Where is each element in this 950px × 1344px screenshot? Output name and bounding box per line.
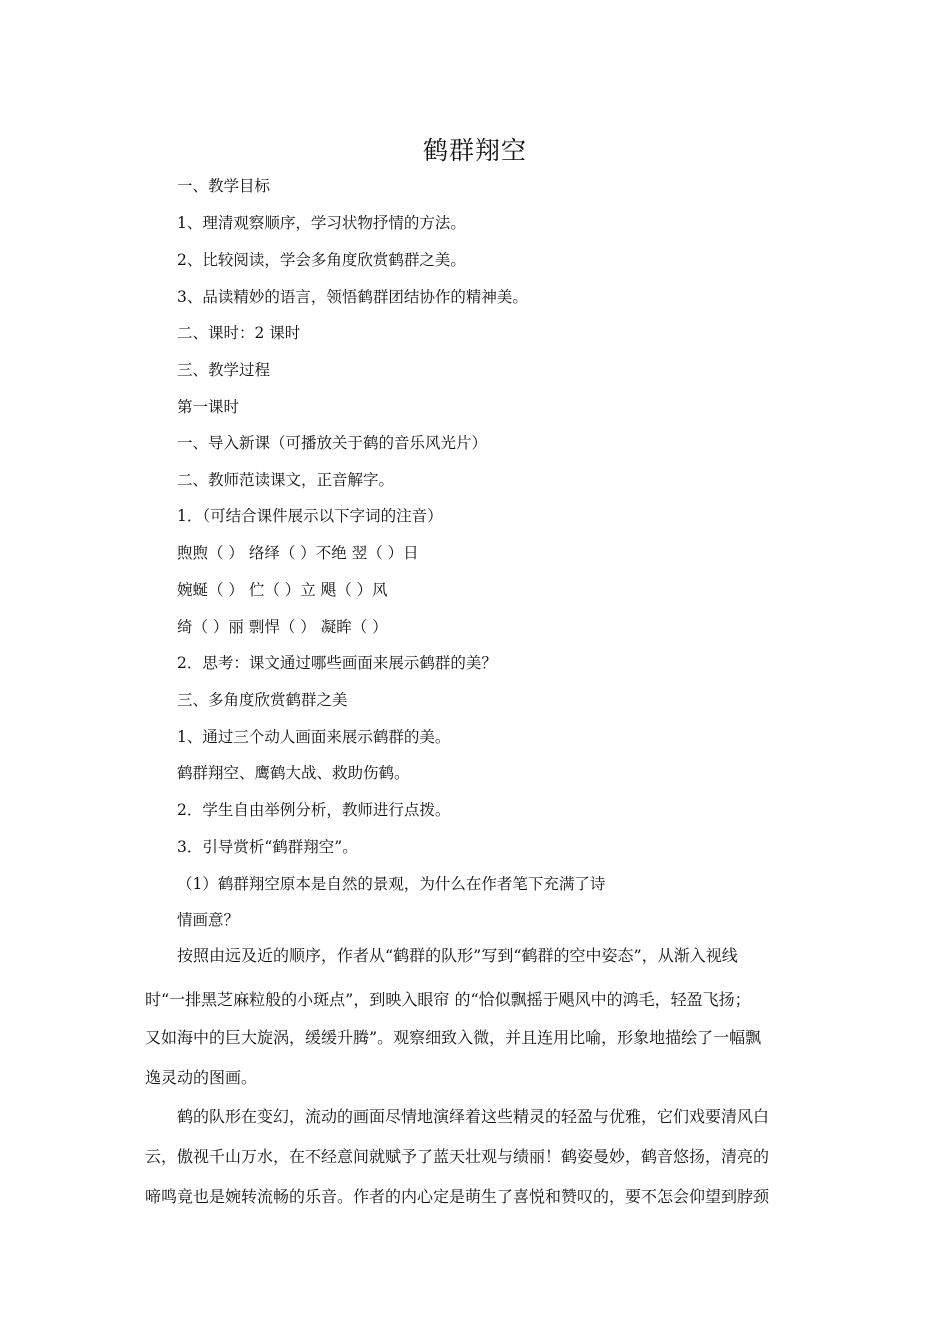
objective-item-1: 1、理清观察顺序，学习状物抒情的方法。	[177, 214, 466, 232]
vocab-line-1: 煦煦（ ） 络绎（ ）不绝 翌（ ）日	[177, 544, 419, 562]
paragraph-2-line-2: 云，傲视千山万水，在不经意间就赋予了蓝天壮观与绩丽！鹤姿曼妙，鹤音悠扬，清亮的	[145, 1147, 770, 1166]
question-line: （1）鹤群翔空原本是自然的景观，为什么在作者笔下充满了诗	[177, 875, 606, 893]
vocab-line-2: 婉蜒（ ） 伫（ ）立 飓（ ）风	[177, 581, 388, 599]
objective-item-3: 3、品读精妙的语言，领悟鹤群团结协作的精神美。	[177, 288, 528, 306]
objective-item-2: 2、比较阅读，学会多角度欣赏鹤群之美。	[177, 251, 466, 269]
paragraph-2-line-3: 啼鸣竟也是婉转流畅的乐音。作者的内心定是萌生了喜悦和赞叹的，要不怎会仰望到脖颈	[145, 1187, 770, 1206]
section-heading-process: 三、教学过程	[177, 361, 271, 379]
paragraph-1-line-2: 时“一排黑芝麻粒般的小斑点”，到映入眼帘 的“恰似飘摇于飓风中的鸿毛，轻盈飞扬；	[145, 990, 751, 1009]
question-line-cont: 情画意？	[177, 911, 240, 929]
paragraph-1-line-4: 逸灵动的图画。	[145, 1068, 258, 1087]
paragraph-1-line-3: 又如海中的巨大旋涡，缓缓升腾”。观察细致入微，并且连用比喻，形象地描绘了一幅飘	[145, 1028, 762, 1047]
appreciation-scenes: 鹤群翔空、鹰鹤大战、救助伤鹤。	[177, 764, 410, 782]
step-intro: 一、导入新课（可播放关于鹤的音乐风光片）	[177, 434, 488, 452]
document-title: 鹤群翔空	[422, 136, 527, 165]
vocab-line-3: 绮（ ）丽 剽悍（ ） 凝眸（ ）	[177, 618, 388, 636]
paragraph-2-line-1: 鹤的队形在变幻，流动的画面尽情地演绎着这些精灵的轻盈与优雅，它们戏要清风白	[177, 1107, 770, 1126]
step-appreciation: 三、多角度欣赏鹤群之美	[177, 691, 348, 709]
step-reading-item-2: 2．思考：课文通过哪些画面来展示鹤群的美？	[177, 654, 497, 672]
step-reading-item-1: 1．（可结合课件展示以下字词的注音）	[177, 507, 443, 525]
step-reading: 二、教师范读课文，正音解字。	[177, 471, 395, 489]
lesson-heading: 第一课时	[177, 398, 240, 416]
appreciation-item-1: 1、通过三个动人画面来展示鹤群的美。	[177, 728, 451, 746]
appreciation-item-2: 2．学生自由举例分析，教师进行点拨。	[177, 801, 451, 819]
paragraph-1-line-1: 按照由远及近的顺序，作者从“鹤群的队形”写到“鹤群的空中姿态”，从渐入视线	[177, 946, 738, 965]
section-heading-periods: 二、课时：2 课时	[177, 324, 301, 342]
appreciation-item-3: 3．引导赏析“鹤群翔空”。	[177, 838, 358, 856]
section-heading-objectives: 一、教学目标	[177, 177, 271, 195]
